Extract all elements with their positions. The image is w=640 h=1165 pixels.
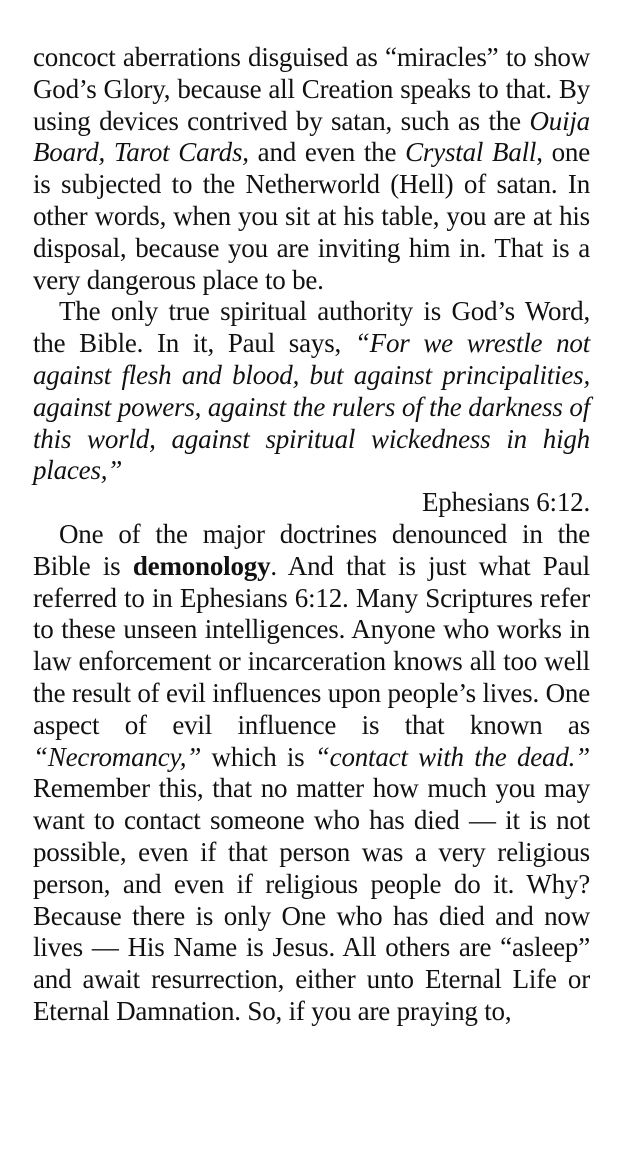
paragraph (33, 42, 590, 296)
text-run: The only true spiritual authority is God’s Word, the Bible. In it, Paul says, (33, 296, 590, 359)
text-run: Ephesians 6:12. (422, 487, 590, 518)
text-run: concoct aberrations disguised as “miracles” to show God’s Glory, because all Creation speaks to that. By using devices contrived by satan, such as the (33, 42, 590, 136)
italic-text: Crystal Ball (405, 137, 537, 168)
text-run: , one is subjected to the Netherworld (Hell) of satan. In other words, when you sit at his table, you are at his disposal, because you are inviting him in. That is a very dangerous place to be. (33, 137, 590, 295)
text-run: One of the major doctrines denounced in the Bible is (33, 518, 590, 581)
text-run: and even the (248, 137, 406, 168)
paragraph (33, 296, 590, 487)
bold-text: demonology (132, 550, 271, 581)
italic-text: “contact with the dead.” (314, 741, 590, 772)
italic-text: “For we wrestle not against flesh and blood, but against principalities, against powers, against the rulers of the darkness of this world, against spiritual wickedness in high places,” (33, 328, 590, 486)
paragraph (33, 519, 590, 1028)
text-run: . And that is just what Paul referred to in Ephesians 6:12. Many Scriptures refer to these unseen intelligences. Anyone who works in law enforcement or incarceration knows all too well the result of evil influences upon people’s lives. One aspect of evil influence is that known as (33, 550, 590, 740)
italic-text: “Necromancy,” (33, 741, 202, 772)
scripture-citation (33, 487, 590, 519)
text-run: Remember this, that no matter how much you may want to contact someone who has died — it is not possible, even if that person was a very religious person, and even if religious people do it. Why? Because there is only One who has died and now lives — His Name is Jesus. All others are “asleep” and await resurrection, either unto Eternal Life or Eternal Damnation. So, if you are praying to, (33, 773, 590, 1026)
text-run: which is (201, 741, 315, 772)
page-body (33, 42, 590, 1028)
italic-text: Ouija Board, Tarot Cards, (33, 105, 590, 168)
